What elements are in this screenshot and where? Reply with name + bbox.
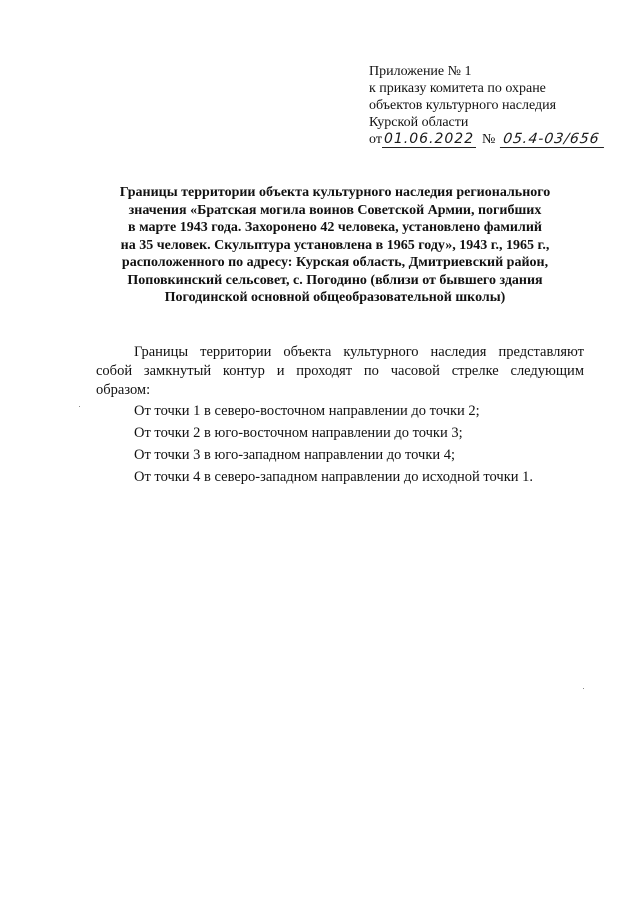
appendix-region: Курской области bbox=[369, 115, 469, 130]
title-line: в марте 1943 года. Захоронено 42 человека, установлено фамилий bbox=[128, 220, 542, 235]
document-title bbox=[90, 184, 580, 307]
appendix-header bbox=[369, 63, 619, 148]
scan-speck bbox=[583, 688, 584, 689]
appendix-order-ref: к приказу комитета по охране bbox=[369, 81, 546, 96]
intro-paragraph bbox=[96, 343, 584, 400]
list-item: От точки 4 в северо-западном направлении до исходной точки 1. bbox=[134, 469, 534, 485]
list-item: От точки 2 в юго-восточном направлении до точки 3; bbox=[134, 425, 463, 441]
list-item: От точки 3 в юго-западном направлении до точки 4; bbox=[134, 447, 456, 463]
document-body bbox=[96, 343, 584, 488]
title-line: значения «Братская могила воинов Советской Армии, погибших bbox=[128, 202, 542, 218]
title-line: на 35 человек. Скульптура установлена в 1965 году», 1943 г., 1965 г., bbox=[120, 237, 550, 253]
number-label: № bbox=[481, 132, 496, 147]
from-label: от bbox=[369, 132, 382, 147]
intro-line: собой замкнутый контур и проходят по часовой стрелке следующим bbox=[96, 363, 584, 379]
intro-line: Границы территории объекта культурного наследия представляют bbox=[134, 344, 584, 360]
appendix-committee: объектов культурного наследия bbox=[369, 98, 557, 113]
boundary-points-list bbox=[96, 400, 584, 488]
title-line: Погодинской основной общеобразовательной школы) bbox=[164, 290, 506, 305]
appendix-date-number-line bbox=[369, 131, 619, 148]
title-line: Поповкинский сельсовет, с. Погодино (вблизи от бывшего здания bbox=[127, 272, 543, 288]
handwritten-order-number: 05.4-03/656 bbox=[500, 132, 606, 148]
title-line: расположенного по адресу: Курская область, Дмитриевский район, bbox=[121, 255, 549, 270]
title-line: Границы территории объекта культурного наследия регионального bbox=[119, 185, 551, 200]
intro-line: образом: bbox=[96, 382, 151, 398]
handwritten-date: 01.06.2022 bbox=[383, 131, 475, 147]
list-item: От точки 1 в северо-восточном направлении до точки 2; bbox=[134, 403, 480, 419]
appendix-number: Приложение № 1 bbox=[369, 64, 472, 79]
scan-speck bbox=[79, 406, 80, 407]
